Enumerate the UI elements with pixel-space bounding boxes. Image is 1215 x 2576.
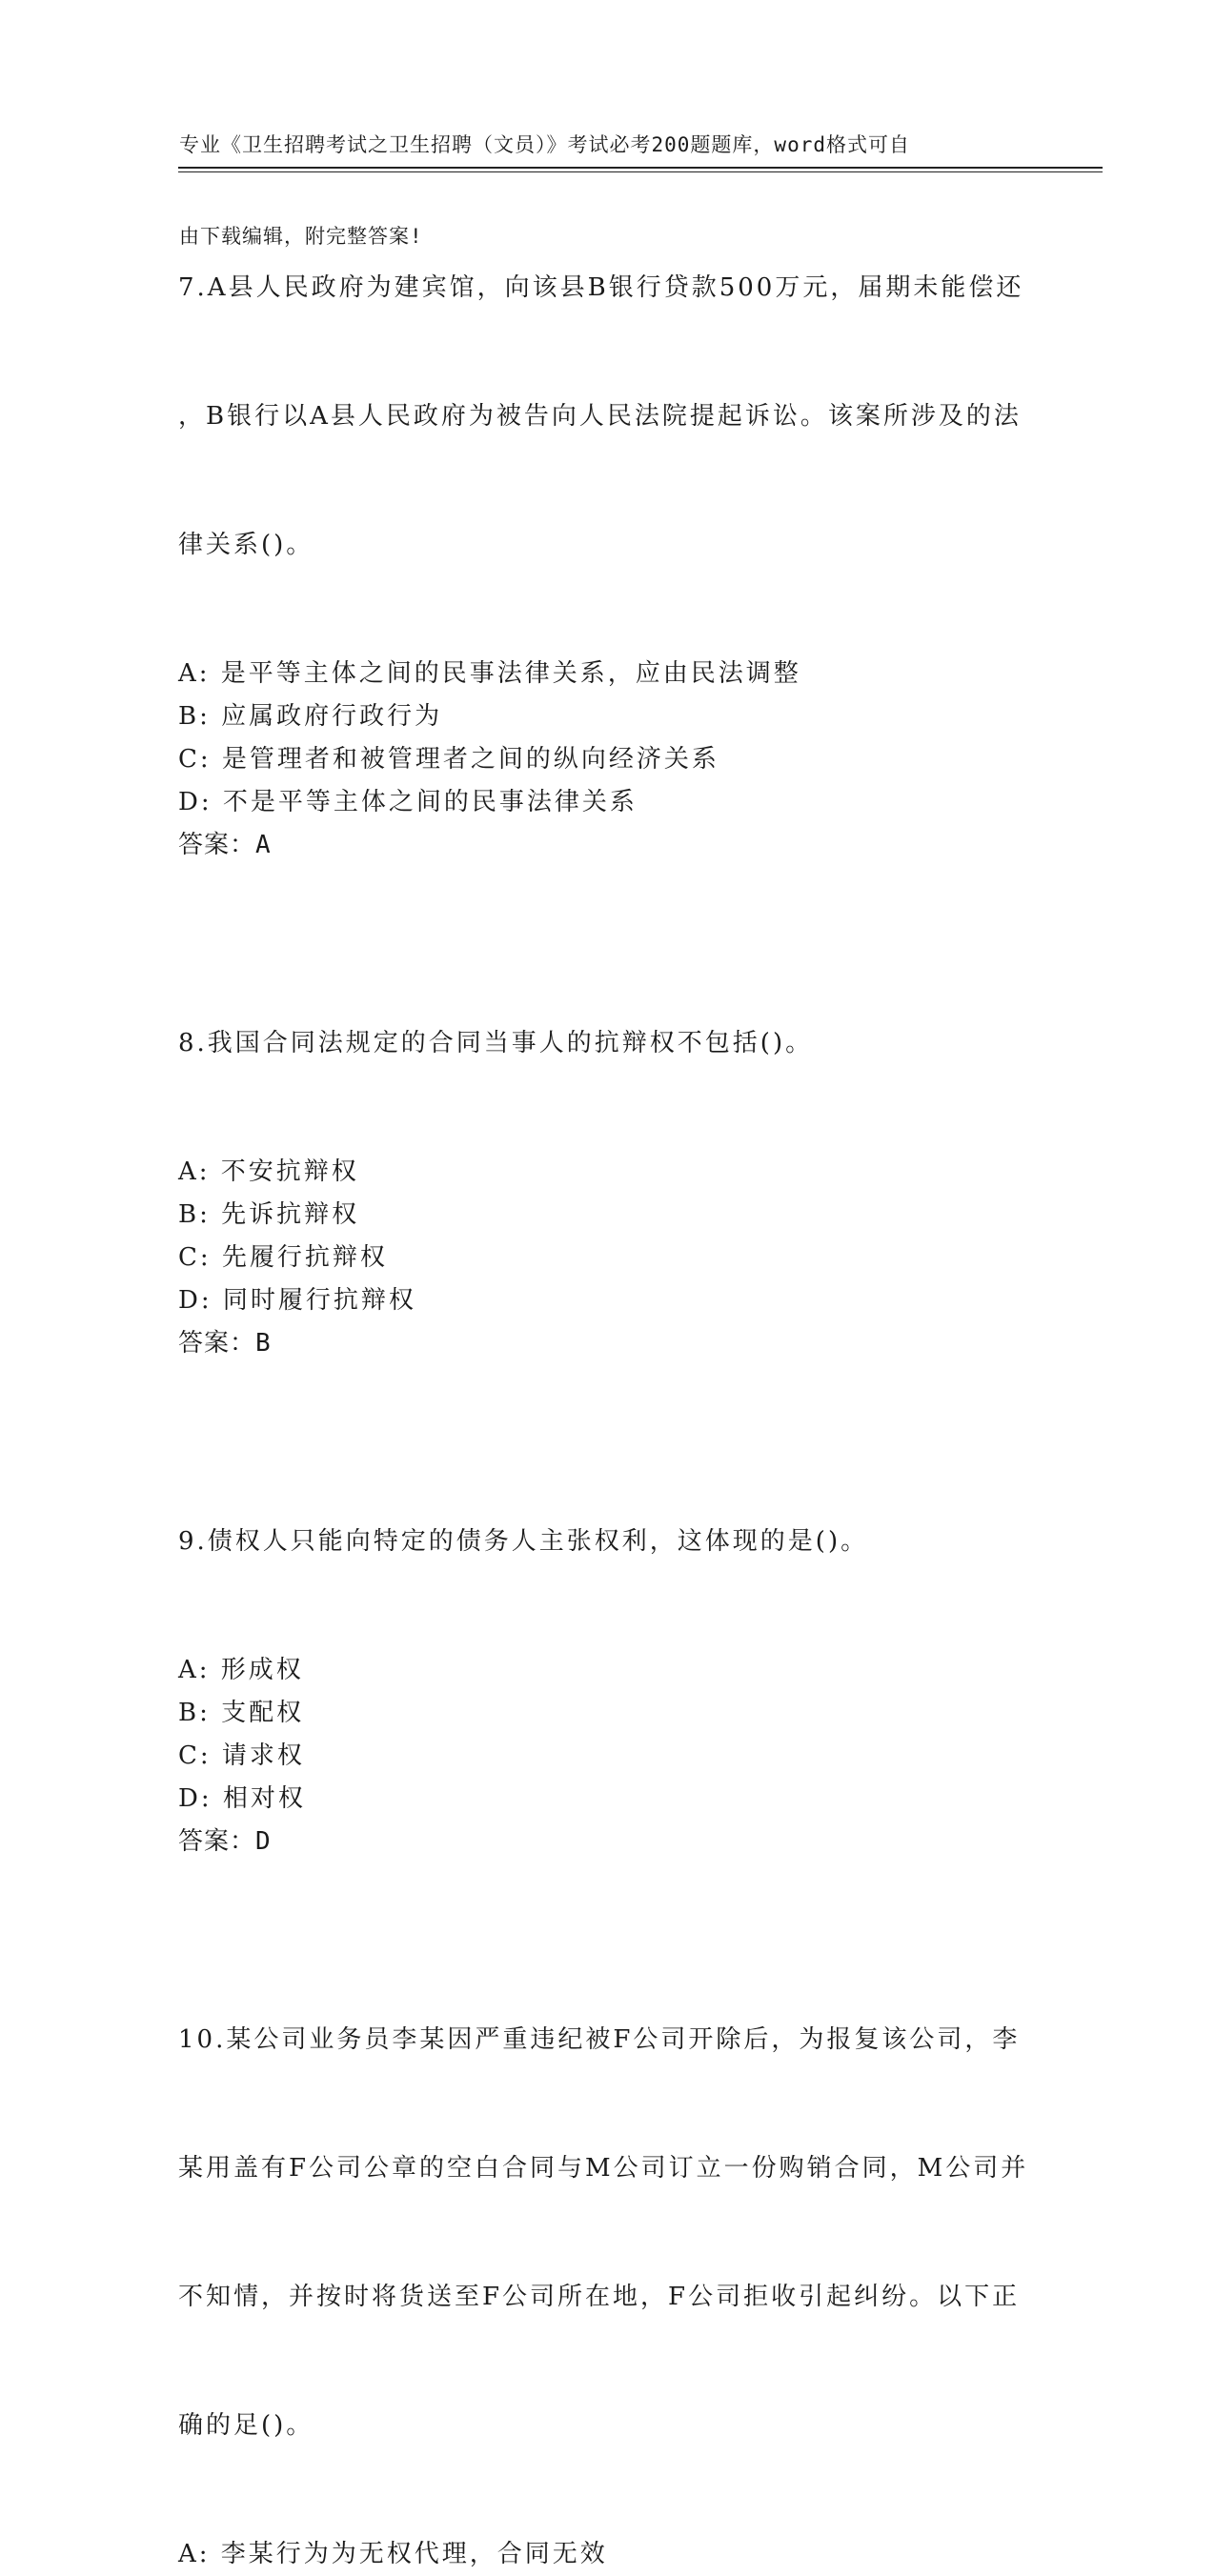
- option-d: D: 相对权: [178, 1784, 306, 1813]
- stem-line: ，B银行以A县人民政府为被告向人民法院提起诉讼。该案所涉及的法: [178, 402, 1022, 431]
- option-c: C: 先履行抗辩权: [178, 1243, 388, 1272]
- option-b: B: 先诉抗辩权: [178, 1200, 360, 1229]
- option-a: A: 形成权: [178, 1656, 304, 1684]
- option-c: C: 请求权: [178, 1741, 305, 1770]
- answer-label: 答案：A: [178, 831, 272, 859]
- header-line-1: 专业《卫生招聘考试之卫生招聘（文员）》考试必考200题题库，word格式可自: [179, 133, 910, 156]
- question-9: [178, 1435, 1036, 1863]
- question-list: [178, 181, 1036, 2576]
- question-7: [178, 181, 1036, 867]
- question-stem: [178, 936, 1036, 1151]
- header-line-2: 由下载编辑，附完整答案!: [179, 225, 423, 248]
- header-divider: [178, 167, 1103, 172]
- question-stem: [178, 1933, 1036, 2533]
- question-10: [178, 1933, 1036, 2576]
- question-stem: [178, 1435, 1036, 1649]
- answer-label: 答案：D: [178, 1827, 272, 1856]
- stem-line: 不知情，并按时将货送至F公司所在地，F公司拒收引起纠纷。以下正: [178, 2283, 1021, 2311]
- question-stem: [178, 181, 1036, 653]
- option-a: A: 是平等主体之间的民事法律关系，应由民法调整: [178, 659, 801, 688]
- stem-line: 某用盖有F公司公章的空白合同与M公司订立一份购销合同，M公司并: [178, 2154, 1029, 2183]
- stem-line: 律关系()。: [178, 531, 314, 559]
- stem-line: 7.A县人民政府为建宾馆，向该县B银行贷款500万元，届期未能偿还: [178, 273, 1024, 302]
- answer-label: 答案：B: [178, 1329, 272, 1358]
- option-b: B: 应属政府行政行为: [178, 702, 443, 731]
- question-8: [178, 936, 1036, 1365]
- option-a: A: 不安抗辩权: [178, 1157, 359, 1186]
- option-b: B: 支配权: [178, 1699, 305, 1727]
- option-d: D: 不是平等主体之间的民事法律关系: [178, 788, 638, 816]
- option-d: D: 同时履行抗辩权: [178, 1286, 416, 1315]
- stem-line: 9.债权人只能向特定的债务人主张权利，这体现的是()。: [178, 1527, 869, 1556]
- stem-line: 8.我国合同法规定的合同当事人的抗辩权不包括()。: [178, 1029, 814, 1057]
- stem-line: 10.某公司业务员李某因严重违纪被F公司开除后，为报复该公司，李: [178, 2025, 1021, 2054]
- option-a: A: 李某行为为无权代理，合同无效: [178, 2540, 608, 2568]
- stem-line: 确的足()。: [178, 2411, 314, 2440]
- option-c: C: 是管理者和被管理者之间的纵向经济关系: [178, 745, 719, 774]
